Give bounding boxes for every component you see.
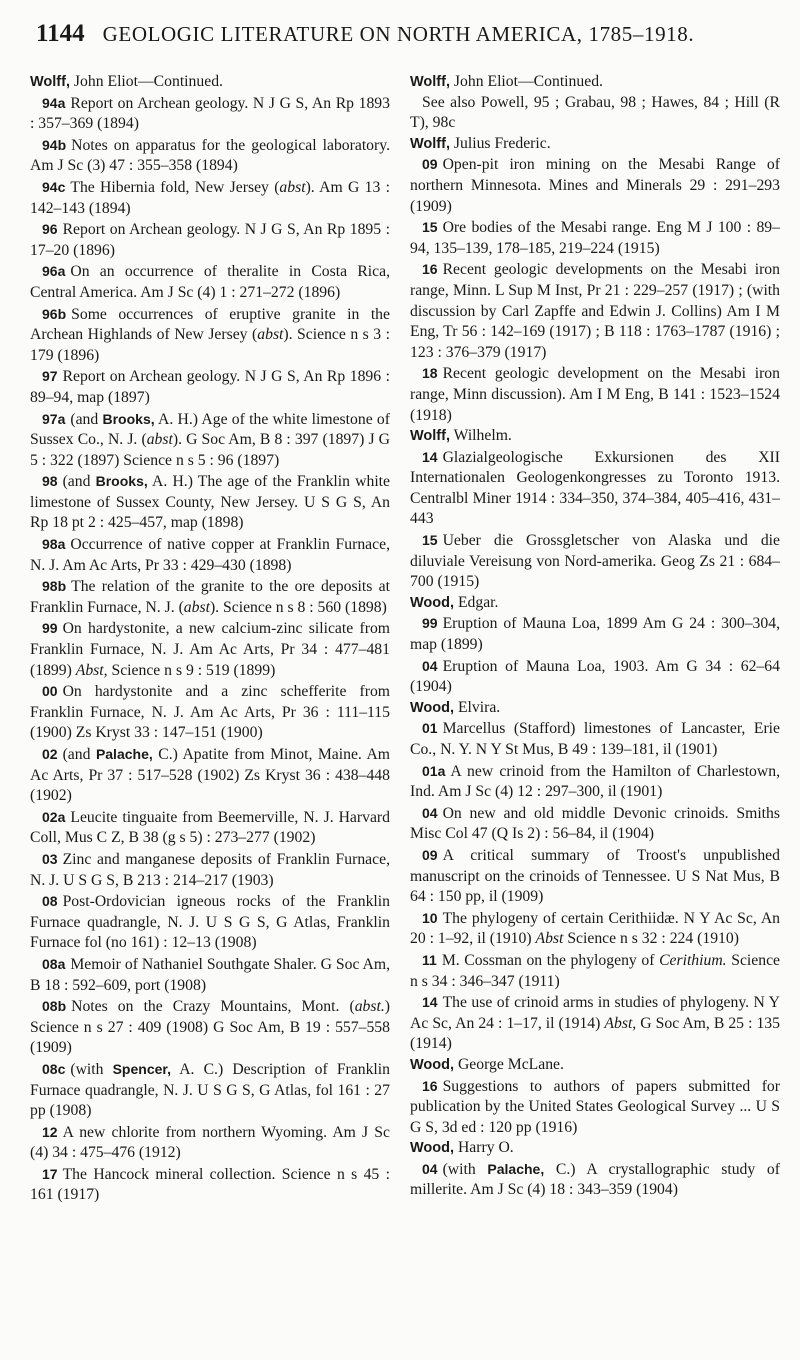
bibliography-entry xyxy=(410,992,780,1055)
italic-text: Abst, xyxy=(604,1014,637,1032)
entry-text: A. H.) The age of the Franklin white limestone of Sussex County, New Jersey. U S G S, An Rp 18 pt 2 : 425–457, map (1898) xyxy=(30,473,391,532)
entry-number: 97a xyxy=(42,410,66,427)
bibliography-columns xyxy=(30,72,780,1206)
bibliography-entry xyxy=(30,93,390,135)
bibliography-entry xyxy=(30,954,390,996)
bibliography-entry xyxy=(30,891,390,954)
entry-text: M. Cossman on the phylogeny of xyxy=(441,951,660,969)
entry-number: 15 xyxy=(422,532,438,549)
entry-text: ). Science n s 3 : 179 (1896) xyxy=(30,326,390,364)
italic-text: abst xyxy=(183,598,210,616)
bibliography-entry xyxy=(30,1122,390,1164)
entry-text: Glazialgeologische Exkursionen des XII Internationalen Geologenkongresses zu Toronto 1913. Centralbl Miner 1914 : 334–350, 374–384, 405–416, 431–443 xyxy=(410,448,780,528)
entry-text: Science n s 34 : 346–347 (1911) xyxy=(410,951,781,990)
author-heading xyxy=(410,698,780,719)
entry-text: ). Am G 13 : 142–143 (1894) xyxy=(30,178,391,217)
author-heading-rest: Julius Frederic. xyxy=(450,134,551,152)
entry-text: Science n s 9 : 519 (1899) xyxy=(107,661,276,679)
author-heading xyxy=(410,426,780,447)
bibliography-entry xyxy=(410,1076,780,1139)
entry-text: A new chlorite from northern Wyoming. Am J Sc (4) 34 : 475–476 (1912) xyxy=(30,1123,390,1162)
bibliography-entry xyxy=(30,618,390,681)
entry-text: Report on Archean geology. N J G S, An Rp 1893 : 357–369 (1894) xyxy=(30,94,390,133)
entry-number: 04 xyxy=(422,804,438,821)
entry-number: 96 xyxy=(42,221,58,238)
bibliography-entry xyxy=(410,656,780,698)
bibliography-entry xyxy=(30,135,390,177)
bibliography-entry xyxy=(30,177,390,219)
entry-text: Leucite tinguaite from Beemerville, N. J. Harvard Coll, Mus C Z, B 38 (g s 5) : 273–277 (1902) xyxy=(30,808,390,847)
entry-number: 14 xyxy=(422,448,438,465)
entry-number: 09 xyxy=(422,156,438,173)
author-name: Wolff, xyxy=(30,74,70,90)
coauthor-name: Palache, xyxy=(95,746,153,762)
author-name: Wood, xyxy=(410,699,455,716)
bibliography-entry xyxy=(30,471,390,534)
entry-text: Ore bodies of the Mesabi range. Eng M J 100 : 89–94, 135–139, 178–185, 219–224 (1915) xyxy=(410,219,780,257)
bibliography-entry xyxy=(30,807,390,849)
entry-text: G Soc Am, B 25 : 135 (1914) xyxy=(410,1014,780,1053)
entry-number: 16 xyxy=(422,1077,438,1094)
entry-text: ) Science n s 27 : 409 (1908) G Soc Am, B 19 : 557–558 (1909) xyxy=(30,998,390,1057)
entry-number: 17 xyxy=(42,1165,58,1182)
entry-number: 94a xyxy=(42,94,66,111)
bibliography-entry xyxy=(410,363,780,426)
entry-text: The phylogeny of certain Cerithiidæ. N Y Ac Sc, An 20 : 1–92, il (1910) xyxy=(410,909,780,948)
author-heading xyxy=(410,134,780,155)
author-heading xyxy=(410,1138,780,1159)
entry-number: 03 xyxy=(42,850,58,867)
entry-number: 02a xyxy=(42,808,66,825)
entry-number: 15 xyxy=(422,219,438,236)
author-name: Wolff, xyxy=(410,428,450,445)
entry-text: Marcellus (Stafford) limestones of Lancaster, Erie Co., N. Y. N Y St Mus, B 49 : 139–181, il (1901) xyxy=(410,720,780,758)
entry-number: 01a xyxy=(422,762,446,779)
entry-text: The relation of the granite to the ore deposits at Franklin Furnace, N. J. ( xyxy=(30,578,390,616)
author-name: Wood, xyxy=(410,1056,455,1073)
entry-text: Recent geologic development on the Mesabi iron range, Minn discussion). Am I M Eng, B 141 : 1523–1524 (1918) xyxy=(410,365,780,424)
bibliography-entry xyxy=(30,1164,390,1206)
author-heading xyxy=(30,72,390,93)
bibliography-entry xyxy=(30,219,390,261)
bibliography-entry xyxy=(410,154,780,217)
entry-number: 96a xyxy=(42,263,66,280)
author-heading xyxy=(410,1055,780,1076)
bibliography-entry xyxy=(30,1059,390,1122)
entry-text: On new and old middle Devonic crinoids. Smiths Misc Col 47 (Q Is 2) : 56–84, il (1904) xyxy=(410,804,780,843)
entry-number: 11 xyxy=(422,951,437,968)
page-header xyxy=(36,20,766,48)
bibliography-entry xyxy=(410,1159,780,1201)
coauthor-name: Spencer, xyxy=(112,1060,171,1077)
entry-text: Post-Ordovician igneous rocks of the Franklin Furnace quadrangle, N. J. U S G S, G Atlas, Franklin Furnace fol (no 161) : 12–13 (1908) xyxy=(30,893,390,952)
bibliography-entry xyxy=(410,613,780,655)
entry-number: 08c xyxy=(42,1060,66,1077)
author-heading-rest: Elvira. xyxy=(454,698,501,716)
entry-number: 16 xyxy=(422,261,438,278)
coauthor-name: Palache, xyxy=(487,1160,545,1177)
bibliography-entry xyxy=(410,803,780,845)
entry-text: A new crinoid from the Hamilton of Charlestown, Ind. Am J Sc (4) 12 : 297–300, il (1901) xyxy=(410,762,780,801)
author-name: Wood, xyxy=(410,594,455,611)
author-heading xyxy=(410,593,780,614)
page-number: 1144 xyxy=(36,20,85,47)
italic-text: Cerithium. xyxy=(659,951,727,969)
author-heading-rest: Wilhelm. xyxy=(450,427,512,445)
entry-number: 98a xyxy=(42,536,66,553)
italic-text: abst xyxy=(279,178,306,196)
entry-number: 98b xyxy=(42,578,67,595)
bibliography-entry xyxy=(30,261,390,303)
bibliography-entry xyxy=(410,93,780,134)
entry-text: A. C.) Description of Franklin Furnace quadrangle, N. J. U S G S, G Atlas, fol 161 : 27 pp (1908) xyxy=(30,1060,390,1120)
author-heading-rest: George McLane. xyxy=(454,1055,564,1073)
entry-number: 04 xyxy=(422,657,438,674)
bibliography-entry xyxy=(30,849,390,891)
entry-number: 02 xyxy=(42,746,58,762)
bibliography-entry xyxy=(30,681,390,744)
bibliography-entry xyxy=(410,761,780,803)
entry-text: Suggestions to authors of papers submitted for publication by the United States Geological Survey ... U S G S, 3d ed : 120 pp (1916) xyxy=(410,1077,780,1136)
entry-number: 00 xyxy=(42,683,58,700)
entry-text: ). G Soc Am, B 8 : 397 (1897) J G 5 : 322 (1897) Science n s 5 : 96 (1897) xyxy=(30,431,390,469)
entry-text: (and xyxy=(70,410,103,428)
entry-text: A. H.) Age of the white limestone of Sussex Co., N. J. ( xyxy=(30,410,391,449)
entry-text: Eruption of Mauna Loa, 1899 Am G 24 : 300–304, map (1899) xyxy=(410,615,780,654)
bibliography-entry xyxy=(410,447,780,530)
bibliography-entry xyxy=(410,950,780,992)
entry-number: 08a xyxy=(42,955,66,972)
entry-number: 99 xyxy=(42,620,58,637)
entry-number: 10 xyxy=(422,909,438,926)
bibliography-entry xyxy=(30,409,390,472)
author-heading-rest: John Eliot—Continued. xyxy=(70,73,223,90)
entry-number: 96b xyxy=(42,305,67,322)
entry-text: Notes on the Crazy Mountains, Mont. ( xyxy=(71,998,355,1016)
bibliography-entry xyxy=(410,845,780,908)
bibliography-entry xyxy=(30,996,390,1059)
bibliography-entry xyxy=(410,259,780,363)
entry-text: On an occurrence of theralite in Costa Rica, Central America. Am J Sc (4) 1 : 271–272 (1896) xyxy=(30,263,390,301)
entry-text: (and xyxy=(62,473,96,491)
author-name: Wolff, xyxy=(410,74,450,90)
entry-text: Open-pit iron mining on the Mesabi Range of northern Minnesota. Mines and Minerals 29 : 291–293 (1909) xyxy=(410,156,780,215)
italic-text: Abst, xyxy=(75,661,108,679)
author-heading-rest: Edgar. xyxy=(454,593,499,611)
author-name: Wood, xyxy=(410,1140,455,1157)
entry-text: A critical summary of Troost's unpublished manuscript on the crinoids of Tennessee. U S Nat Mus, B 64 : 150 pp, il (1909) xyxy=(410,846,780,906)
right-column xyxy=(410,72,780,1206)
entry-number: 08 xyxy=(42,893,58,910)
entry-text: See also Powell, 95 ; Grabau, 98 ; Hawes, 84 ; Hill (R T), 98c xyxy=(410,93,780,132)
entry-text: Notes on apparatus for the geological laboratory. Am J Sc (3) 47 : 355–358 (1894) xyxy=(30,136,390,175)
entry-text: Occurrence of native copper at Franklin Furnace, N. J. Am Ac Arts, Pr 33 : 429–430 (1898) xyxy=(30,536,390,574)
entry-text: (and xyxy=(62,746,96,763)
entry-text: The Hibernia fold, New Jersey ( xyxy=(70,178,280,196)
author-heading xyxy=(410,72,780,93)
entry-text: C.) Apatite from Minot, Maine. Am Ac Arts, Pr 37 : 517–528 (1902) Zs Kryst 36 : 438–448 (1902) xyxy=(30,746,390,805)
entry-text: On hardystonite and a zinc schefferite from Franklin Furnace, N. J. Am Ac Arts, Pr 36 : 111–115 (1900) Zs Kryst 33 : 147–151 (1900) xyxy=(30,683,390,742)
entry-number: 94c xyxy=(42,178,66,195)
entry-number: 97 xyxy=(42,368,58,385)
entry-number: 12 xyxy=(42,1123,58,1140)
entry-number: 98 xyxy=(42,473,58,490)
entry-text: Science n s 32 : 224 (1910) xyxy=(563,930,739,948)
author-heading-rest: John Eliot—Continued. xyxy=(450,73,603,90)
bibliography-entry xyxy=(30,534,390,576)
entry-text: On hardystonite, a new calcium-zinc silicate from Franklin Furnace, N. J. Am Ac Arts, Pr 34 : 477–481 (1899) xyxy=(30,620,390,679)
entry-number: 18 xyxy=(422,365,438,382)
bibliography-entry xyxy=(30,304,390,367)
entry-number: 08b xyxy=(42,998,67,1015)
bibliography-entry xyxy=(30,576,390,618)
entry-text: ). Science n s 8 : 560 (1898) xyxy=(209,598,387,616)
bibliography-entry xyxy=(30,366,390,408)
entry-text: Report on Archean geology. N J G S, An Rp 1896 : 89–94, map (1897) xyxy=(30,368,390,406)
entry-text: (with xyxy=(70,1060,113,1078)
entry-text: Report on Archean geology. N J G S, An Rp 1895 : 17–20 (1896) xyxy=(30,221,390,259)
entry-text: Zinc and manganese deposits of Franklin Furnace, N. J. U S G S, B 213 : 214–217 (1903) xyxy=(30,850,390,889)
entry-number: 94b xyxy=(42,136,67,153)
bibliography-entry xyxy=(410,718,780,760)
italic-text: abst xyxy=(257,326,284,344)
entry-number: 04 xyxy=(422,1160,438,1177)
entry-text: Memoir of Nathaniel Southgate Shaler. G Soc Am, B 18 : 592–609, port (1908) xyxy=(30,955,390,994)
italic-text: Abst xyxy=(535,930,564,948)
entry-text: (with xyxy=(442,1160,488,1178)
entry-text: The Hancock mineral collection. Science n s 45 : 161 (1917) xyxy=(30,1165,390,1204)
bibliography-entry xyxy=(410,217,780,259)
entry-number: 09 xyxy=(422,846,438,863)
running-title: GEOLOGIC LITERATURE ON NORTH AMERICA, 1785–1918. xyxy=(102,22,695,46)
bibliography-entry xyxy=(30,744,390,807)
italic-text: abst. xyxy=(354,998,385,1016)
italic-text: abst xyxy=(146,431,173,449)
entry-text: The use of crinoid arms in studies of phylogeny. N Y Ac Sc, An 24 : 1–17, il (1914) xyxy=(410,994,780,1032)
author-heading-rest: Harry O. xyxy=(454,1139,514,1157)
coauthor-name: Brooks, xyxy=(95,473,148,490)
coauthor-name: Brooks, xyxy=(102,410,155,427)
entry-number: 01 xyxy=(422,720,438,737)
entry-number: 14 xyxy=(422,994,438,1011)
entry-text: Ueber die Grossgletscher von Alaska und die diluviale Vereisung von Nord-amerika. Geog Zs 21 : 684–700 (1915) xyxy=(410,532,780,591)
entry-text: Recent geologic developments on the Mesabi iron range, Minn. L Sup M Inst, Pr 21 : 229–257 (1917) ; (with discussion by Carl Zapffe and Edwin J. Collins) Am I M Eng, Tr 56 : 142–169 (1917) ; B 118 : 1763–1787 (1916) ; 123 : 376–379 (1917) xyxy=(410,261,780,361)
entry-text: Eruption of Mauna Loa, 1903. Am G 34 : 62–64 (1904) xyxy=(410,657,780,696)
bibliography-entry xyxy=(410,908,780,950)
entry-text: Some occurrences of eruptive granite in the Archean Highlands of New Jersey ( xyxy=(30,305,390,344)
bibliography-entry xyxy=(410,530,780,593)
entry-text: C.) A crystallographic study of millerite. Am J Sc (4) 18 : 343–359 (1904) xyxy=(410,1160,780,1199)
entry-number: 99 xyxy=(422,615,438,632)
left-column xyxy=(30,72,390,1206)
author-name: Wolff, xyxy=(410,135,450,152)
